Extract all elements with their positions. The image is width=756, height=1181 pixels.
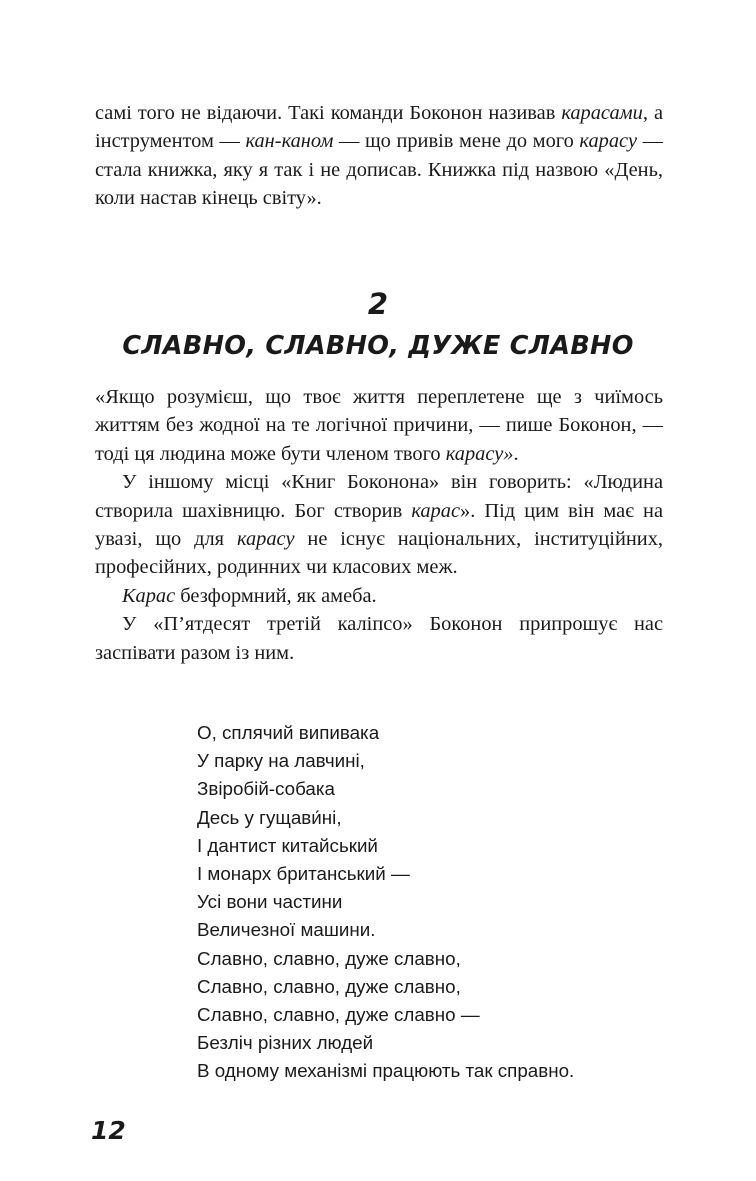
chapter-title: СЛАВНО, СЛАВНО, ДУЖЕ СЛАВНО: [122, 331, 634, 361]
body-segment: безформний, як амеба.: [175, 584, 377, 607]
poem-line: І монарх британський —: [197, 863, 410, 885]
intro-segment: , а інструментом —: [95, 102, 663, 153]
intro-paragraph: [95, 99, 663, 213]
body-paragraph: [95, 582, 663, 610]
poem-line: Звіробій-собака: [197, 778, 335, 800]
body-segment: карасу: [236, 528, 295, 551]
poem-line: О, сплячий випивака: [197, 722, 380, 743]
poem-line: Славно, славно, дуже славно,: [197, 975, 461, 997]
intro-segment: — стала книжка, яку я так і не дописав. Книжка під назвою «День, коли настав кінець світу».: [95, 130, 663, 210]
chapter-number: 2: [367, 287, 389, 321]
intro-text: [95, 99, 663, 213]
body-segment: не існує національних, інституційних, професійних, родинних чи класових меж.: [95, 528, 663, 579]
body-paragraph: [95, 383, 663, 468]
body-paragraph: [95, 468, 663, 582]
poem: [197, 719, 574, 1086]
poem-line: У парку на лавчині,: [197, 750, 365, 772]
poem-line: Величезної машини.: [197, 919, 376, 941]
body-segment: карас: [411, 499, 460, 522]
poem-line: В одному механізмі працюють так справно.: [197, 1060, 575, 1082]
poem-line: Усі вони частини: [197, 891, 343, 913]
body-segment: У «П’ятдесят третій каліпсо» Боконон припрошує нас заспівати разом із ним.: [95, 613, 663, 664]
poem-line: Славно, славно, дуже славно —: [197, 1004, 480, 1026]
body-segment: ». Під цим він має на увазі, що для: [95, 499, 663, 551]
intro-segment: карасу: [579, 130, 637, 153]
body-paragraph: [95, 610, 663, 667]
intro-segment: — що привів мене до мого: [333, 130, 580, 153]
poem-line: І дантист китайський: [197, 834, 378, 856]
intro-segment: самі того не відаючи. Такі команди Боконон називав: [95, 102, 562, 124]
body-segment: У іншому місці «Книг Боконона» він говорить: «Людина створила шахівницю. Бог створив: [95, 471, 663, 522]
chapter-body: [95, 383, 663, 667]
intro-segment: карасами: [561, 102, 643, 124]
body-segment: Карас: [122, 584, 176, 607]
poem-line: Десь у гущави́ні,: [197, 806, 342, 828]
body-segment: «Якщо розумієш, що твоє життя переплетене ще з чиїмось життям без жодної на те логічної причини, — пише Боконон, — тоді ця людина може бути членом твого: [95, 386, 663, 465]
intro-segment: кан-каном: [245, 130, 334, 153]
poem-line: Славно, славно, дуже славно,: [197, 947, 461, 969]
poem-line: Безліч різних людей: [197, 1032, 374, 1054]
page-number: 12: [91, 1116, 126, 1145]
body-segment: .: [513, 442, 519, 465]
body-segment: карасу»: [445, 442, 514, 465]
